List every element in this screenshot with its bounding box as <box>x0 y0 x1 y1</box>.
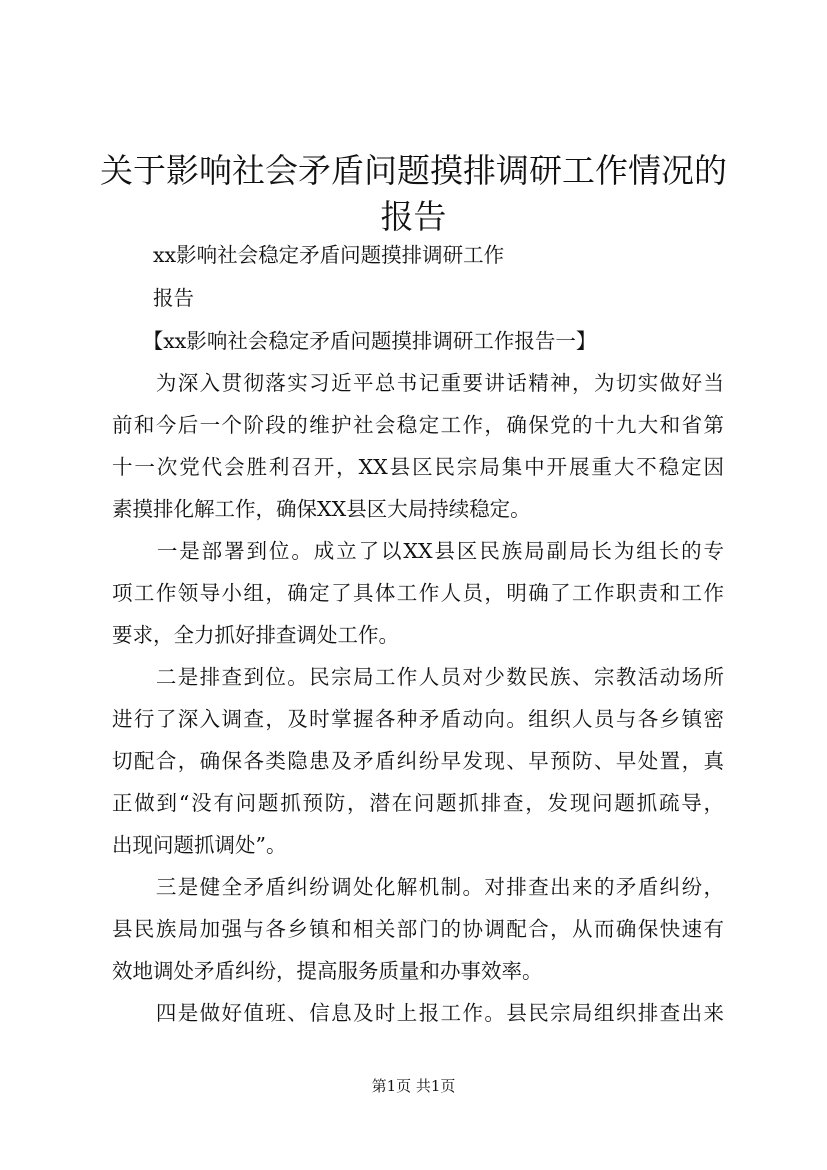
page-number: 第1页 共1页 <box>371 1077 456 1095</box>
document-title: 关于影响社会矛盾问题摸排调研工作情况的报告 <box>100 151 727 236</box>
body-line: 素摸排化解工作，确保XX县区大局持续稳定。 <box>112 497 531 521</box>
body-line: 十一次党代会胜利召开，XX县区民宗局集中开展重大不稳定因 <box>112 455 724 479</box>
body-line: xx影响社会稳定矛盾问题摸排调研工作 <box>112 243 505 267</box>
body-line: 要求，全力抓好排查调处工作。 <box>112 623 399 647</box>
body-line: 县民族局加强与各乡镇和相关部门的协调配合，从而确保快速有 <box>112 917 724 941</box>
body-line: 项工作领导小组，确定了具体工作人员，明确了工作职责和工作 <box>112 581 724 605</box>
body-line: 出现问题抓调处”。 <box>112 833 287 857</box>
body-line: 效地调处矛盾纠纷，提高服务质量和办事效率。 <box>112 959 543 983</box>
body-line: 正做到“没有问题抓预防，潜在问题抓排查，发现问题抓疏导， <box>112 791 724 815</box>
body-line: 【xx影响社会稳定矛盾问题摸排调研工作报告一】 <box>112 329 597 353</box>
body-line: 一是部署到位。成立了以XX县区民族局副局长为组长的专 <box>112 539 724 563</box>
body-line: 报告 <box>112 286 194 310</box>
body-line: 切配合，确保各类隐患及矛盾纠纷早发现、早预防、早处置，真 <box>112 749 724 773</box>
body-line: 为深入贯彻落实习近平总书记重要讲话精神，为切实做好当 <box>112 371 724 395</box>
body-line: 二是排查到位。民宗局工作人员对少数民族、宗教活动场所 <box>112 665 724 689</box>
body-line: 四是做好值班、信息及时上报工作。县民宗局组织排查出来 <box>112 1001 724 1025</box>
body-line: 三是健全矛盾纠纷调处化解机制。对排查出来的矛盾纠纷， <box>112 875 724 899</box>
body-line: 前和今后一个阶段的维护社会稳定工作，确保党的十九大和省第 <box>112 413 724 437</box>
body-line: 进行了深入调查，及时掌握各种矛盾动向。组织人员与各乡镇密 <box>112 707 724 731</box>
